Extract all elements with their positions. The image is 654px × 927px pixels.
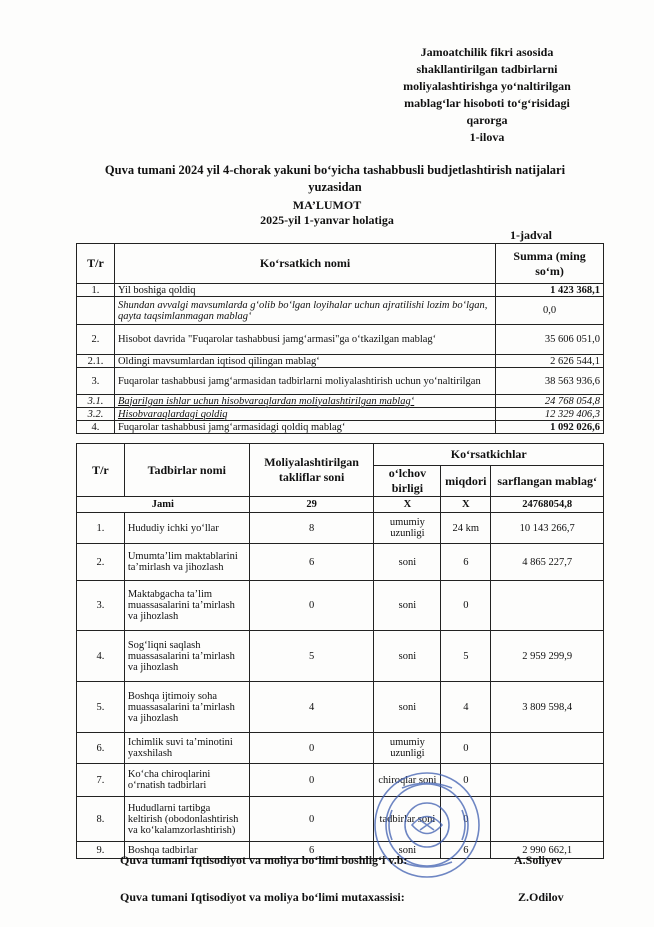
table-row — [77, 513, 604, 544]
row-spent: 10 143 266,7 — [491, 513, 604, 544]
row-num: 6. — [77, 733, 125, 764]
row-qty: 5 — [441, 631, 491, 682]
row-name: Umumta’lim maktablarini ta’mirlash va jihozlash — [124, 544, 249, 581]
row-proposals: 4 — [249, 682, 374, 733]
row-unit: umumiy uzunligi — [374, 513, 441, 544]
col-name: Tadbirlar nomi — [124, 444, 249, 497]
row-num: 4. — [77, 421, 115, 434]
table-row — [77, 733, 604, 764]
row-num: 2. — [77, 544, 125, 581]
col-qty: miqdori — [441, 466, 491, 497]
row-name: Bajarilgan ishlar uchun hisobvaraqlardan moliyalashtirilgan mablag‘ — [114, 395, 495, 408]
row-proposals: 8 — [249, 513, 374, 544]
row-name: Sog‘liqni saqlash muassasalarini ta’mirlash va jihozlash — [124, 631, 249, 682]
row-proposals: 6 — [249, 544, 374, 581]
row-unit: soni — [374, 631, 441, 682]
title-line-2: yuzasidan — [308, 180, 362, 194]
table-row — [77, 355, 604, 368]
total-proposals: 29 — [249, 497, 374, 513]
table-row — [77, 797, 604, 842]
row-num: 5. — [77, 682, 125, 733]
row-name: Shundan avvalgi mavsumlarda g‘olib bo‘lgan loyihalar uchun ajratilishi lozim bo‘lgan, qayta taqsimlanmagan mablag‘ — [114, 297, 495, 325]
row-unit: soni — [374, 842, 441, 859]
row-proposals: 6 — [249, 842, 374, 859]
row-num: 3. — [77, 581, 125, 631]
header-line: Jamoatchilik fikri asosida — [420, 45, 554, 59]
row-sum: 2 626 544,1 — [496, 355, 604, 368]
row-name: Ko‘cha chiroqlarini o‘rnatish tadbirlari — [124, 764, 249, 797]
row-proposals: 5 — [249, 631, 374, 682]
row-spent: 2 959 299,9 — [491, 631, 604, 682]
row-num: 3.1. — [77, 395, 115, 408]
row-name: Fuqarolar tashabbusi jamg‘armasidagi qoldiq mablag‘ — [114, 421, 495, 434]
row-num: 1. — [77, 284, 115, 297]
row-name: Fuqarolar tashabbusi jamg‘armasidan tadbirlarni moliyalashtirish uchun yo‘naltirilgan — [114, 368, 495, 395]
summary-table — [76, 243, 604, 434]
row-num: 3. — [77, 368, 115, 395]
table-row — [77, 544, 604, 581]
row-proposals: 0 — [249, 764, 374, 797]
row-num: 9. — [77, 842, 125, 859]
row-sum: 35 606 051,0 — [496, 325, 604, 355]
table-row — [77, 297, 604, 325]
signature-role-1: Quva tumani Iqtisodiyot va moliya bo‘limi boshlig‘i v.b: — [120, 853, 408, 867]
col-unit: o‘lchov birligi — [374, 466, 441, 497]
row-name: Oldingi mavsumlardan iqtisod qilingan mablag‘ — [114, 355, 495, 368]
header-line: shakllantirilgan tadbirlarni — [416, 62, 558, 76]
table-row — [77, 408, 604, 421]
row-spent — [491, 581, 604, 631]
row-unit: soni — [374, 544, 441, 581]
table-header-row — [77, 444, 604, 466]
col-spent: sarflangan mablag‘ — [491, 466, 604, 497]
row-num: 4. — [77, 631, 125, 682]
table-header-row — [77, 244, 604, 284]
row-qty: 0 — [441, 797, 491, 842]
row-sum: 24 768 054,8 — [496, 395, 604, 408]
row-spent: 4 865 227,7 — [491, 544, 604, 581]
date-line: 2025-yil 1-yanvar holatiga — [260, 213, 394, 227]
total-unit: X — [374, 497, 441, 513]
total-qty: X — [441, 497, 491, 513]
total-label: Jami — [77, 497, 250, 513]
row-unit: chiroqlar soni — [374, 764, 441, 797]
table-row — [77, 421, 604, 434]
col-indicators: Ko‘rsatkichlar — [374, 444, 604, 466]
header-line: qarorga — [466, 113, 508, 127]
row-sum: 0,0 — [496, 297, 604, 325]
total-row — [77, 497, 604, 513]
col-num: T/r — [77, 444, 125, 497]
row-qty: 4 — [441, 682, 491, 733]
signature-role-2: Quva tumani Iqtisodiyot va moliya bo‘limi mutaxassisi: — [120, 890, 405, 904]
row-unit: tadbirlar soni — [374, 797, 441, 842]
document-title — [90, 162, 580, 196]
table-row — [77, 368, 604, 395]
table-row — [77, 395, 604, 408]
row-name: Ichimlik suvi ta’minotini yaxshilash — [124, 733, 249, 764]
table-row — [77, 325, 604, 355]
row-sum: 1 423 368,1 — [496, 284, 604, 297]
row-num: 1. — [77, 513, 125, 544]
row-qty: 0 — [441, 733, 491, 764]
row-proposals: 0 — [249, 581, 374, 631]
signature-name-2: Z.Odilov — [518, 890, 564, 904]
row-proposals: 0 — [249, 733, 374, 764]
row-name: Hisobot davrida "Fuqarolar tashabbusi jamg‘armasi"ga o‘tkazilgan mablag‘ — [114, 325, 495, 355]
row-num — [77, 297, 115, 325]
row-num: 2.1. — [77, 355, 115, 368]
row-name: Maktabgacha ta’lim muassasalarini ta’mirlash va jihozlash — [124, 581, 249, 631]
row-unit: umumiy uzunligi — [374, 733, 441, 764]
row-qty: 6 — [441, 842, 491, 859]
title-line-1: Quva tumani 2024 yil 4-chorak yakuni bo‘yicha tashabbusli budjetlashtirish natijalari — [104, 163, 566, 177]
header-line: mablag‘lar hisoboti to‘g‘risidagi — [404, 96, 570, 110]
row-num: 7. — [77, 764, 125, 797]
row-name: Yil boshiga qoldiq — [114, 284, 495, 297]
header-line: moliyalashtirishga yo‘naltirilgan — [403, 79, 571, 93]
appendix-header — [370, 44, 604, 146]
table-row — [77, 581, 604, 631]
row-unit: soni — [374, 682, 441, 733]
heading: MA’LUMOT — [292, 198, 362, 212]
row-name: Hisobvaraqlardagi qoldiq — [114, 408, 495, 421]
table-row — [77, 284, 604, 297]
signature-name-1: A.Soliyev — [514, 853, 563, 867]
row-qty: 24 km — [441, 513, 491, 544]
row-name: Boshqa tadbirlar — [124, 842, 249, 859]
activities-table — [76, 443, 604, 859]
header-line: 1-ilova — [469, 130, 505, 144]
row-qty: 6 — [441, 544, 491, 581]
row-sum: 1 092 026,6 — [496, 421, 604, 434]
row-qty: 0 — [441, 764, 491, 797]
row-spent — [491, 764, 604, 797]
row-name: Hududlarni tartibga keltirish (obodonlashtirish va ko‘kalamzorlashtirish) — [124, 797, 249, 842]
table-row — [77, 682, 604, 733]
row-unit: soni — [374, 581, 441, 631]
row-spent — [491, 797, 604, 842]
row-num: 3.2. — [77, 408, 115, 421]
row-qty: 0 — [441, 581, 491, 631]
table-row — [77, 631, 604, 682]
col-name: Ko‘rsatkich nomi — [114, 244, 495, 284]
col-proposals: Moliyalashtirilgan takliflar soni — [249, 444, 374, 497]
row-proposals: 0 — [249, 797, 374, 842]
row-sum: 12 329 406,3 — [496, 408, 604, 421]
table-label: 1-jadval — [510, 228, 552, 242]
row-sum: 38 563 936,6 — [496, 368, 604, 395]
col-sum: Summa (ming so‘m) — [496, 244, 604, 284]
row-name: Boshqa ijtimoiy soha muassasalarini ta’mirlash va jihozlash — [124, 682, 249, 733]
table-row — [77, 764, 604, 797]
row-num: 2. — [77, 325, 115, 355]
row-spent — [491, 733, 604, 764]
row-name: Hududiy ichki yo‘llar — [124, 513, 249, 544]
col-num: T/r — [77, 244, 115, 284]
total-spent: 24768054,8 — [491, 497, 604, 513]
row-spent: 2 990 662,1 — [491, 842, 604, 859]
row-spent: 3 809 598,4 — [491, 682, 604, 733]
row-num: 8. — [77, 797, 125, 842]
